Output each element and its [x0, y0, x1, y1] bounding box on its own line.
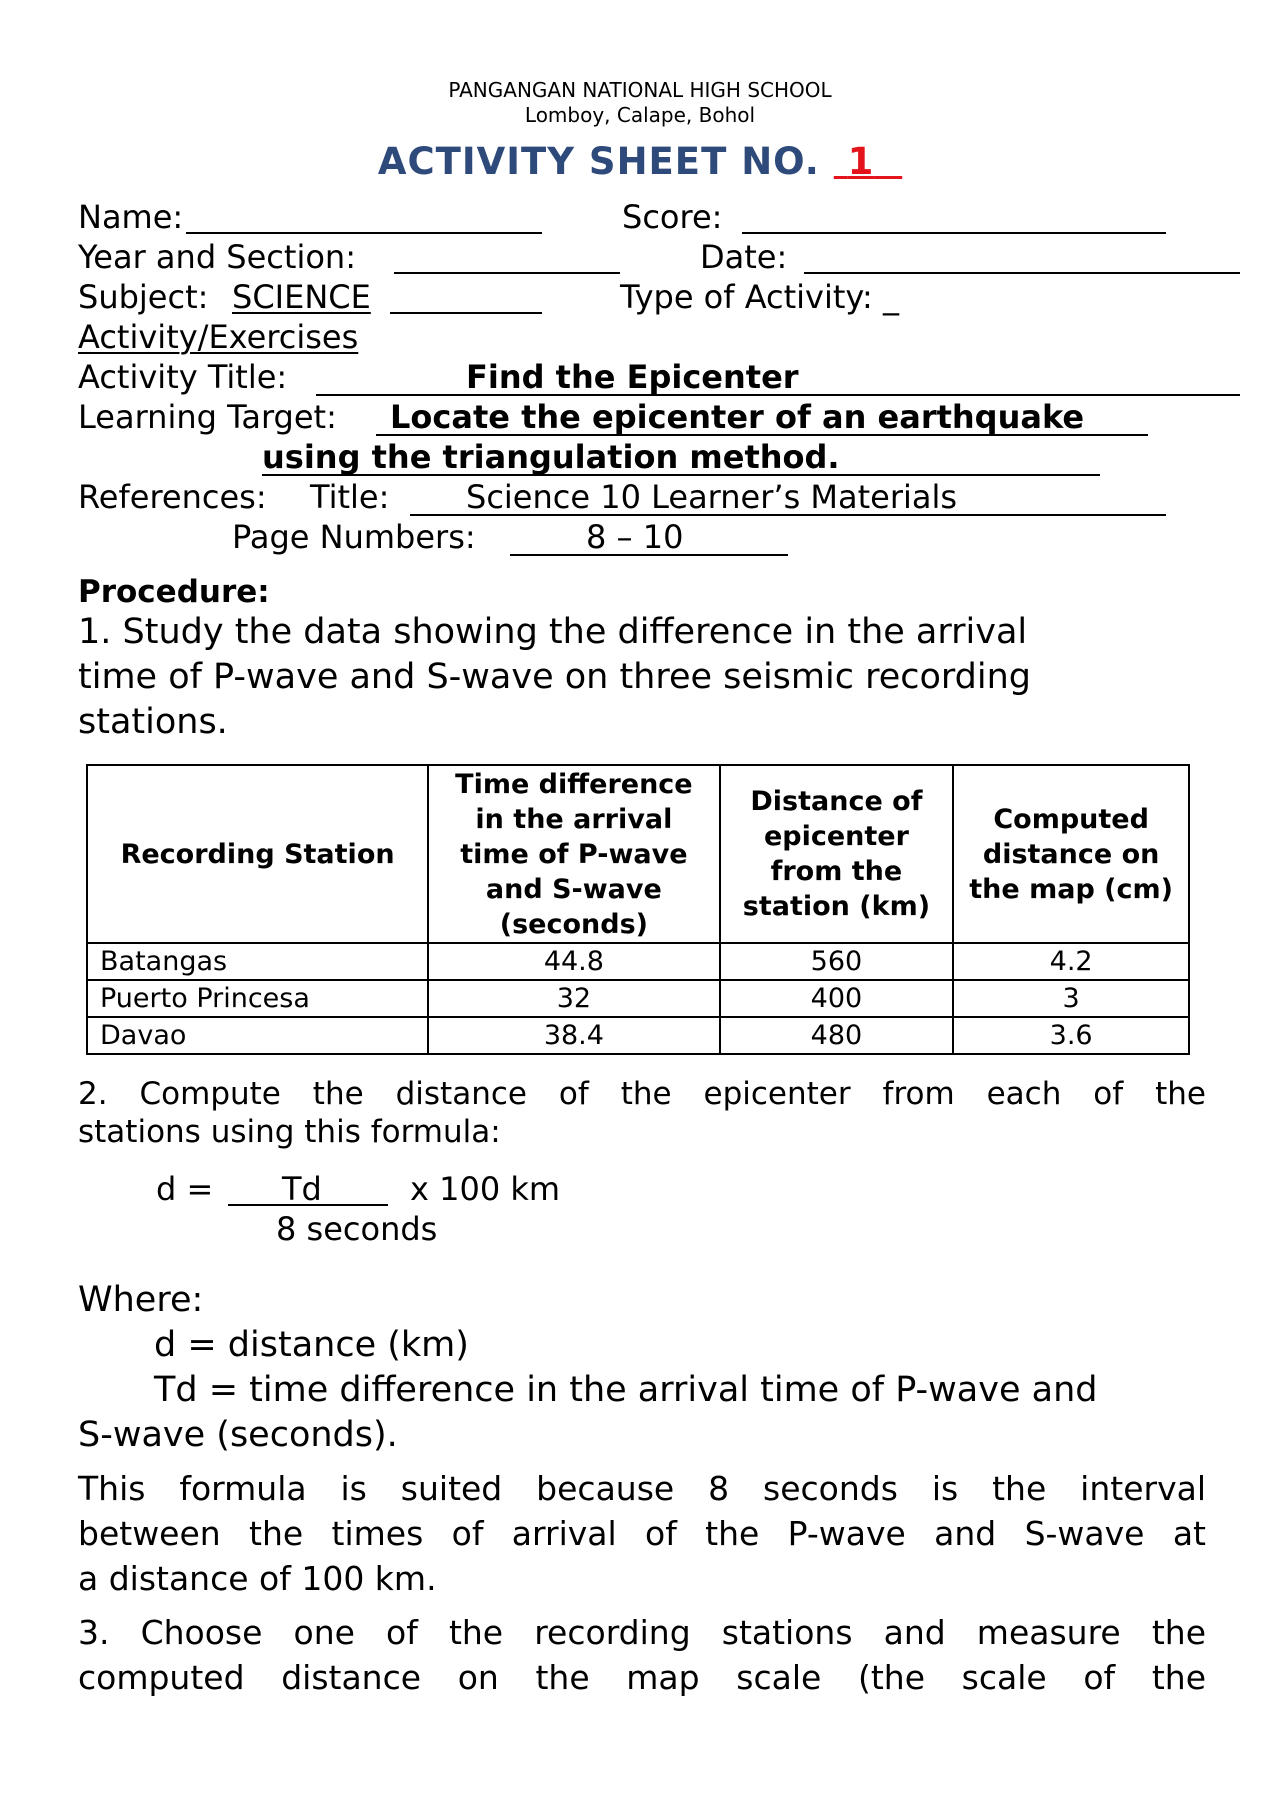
step3-line-2: computed distance on the map scale (the scale of the: [78, 1658, 1206, 1697]
procedure-heading: Procedure:: [78, 574, 270, 610]
activity-title-value: Find the Epicenter: [466, 358, 799, 396]
distance-cell: 480: [720, 1017, 954, 1054]
step3-line-1: 3. Choose one of the recording stations and measure the: [78, 1613, 1206, 1652]
step1-line-1: 1. Study the data showing the difference in the arrival: [78, 612, 1028, 652]
subject-value: SCIENCE: [232, 278, 371, 316]
map-distance-cell: 3: [953, 980, 1189, 1017]
table-row: [87, 1017, 1189, 1054]
where-label: Where:: [78, 1280, 204, 1320]
ref-title-value: Science 10 Learner’s Materials: [466, 478, 958, 516]
step2-line-1: 2. Compute the distance of the epicenter from each of the: [78, 1076, 1206, 1112]
formula-denominator: 8 seconds: [276, 1210, 438, 1248]
year-section-field[interactable]: [394, 272, 620, 274]
score-label: Score:: [622, 198, 723, 236]
table-header-row: [87, 765, 1189, 943]
title-text: ACTIVITY SHEET NO.: [377, 140, 820, 183]
school-name: PANGANGAN NATIONAL HIGH SCHOOL: [448, 78, 832, 102]
school-address: Lomboy, Calape, Bohol: [524, 103, 756, 127]
learning-target-text-1: Locate the epicenter of an earthquake: [390, 398, 1085, 436]
table-row: [87, 943, 1189, 980]
station-cell: Davao: [87, 1017, 428, 1054]
year-section-label: Year and Section:: [78, 238, 356, 276]
title-number: 1: [847, 140, 875, 183]
distance-cell: 560: [720, 943, 954, 980]
name-field[interactable]: [186, 232, 542, 234]
step1-line-2: time of P-wave and S-wave on three seismic recording: [78, 657, 1032, 697]
learning-target-label: Learning Target:: [78, 398, 337, 436]
map-distance-cell: 4.2: [953, 943, 1189, 980]
where-d: d = distance (km): [154, 1325, 469, 1365]
col-header-distance: Distance of epicenter from the station (km): [720, 765, 954, 943]
step2-line-2: stations using this formula:: [78, 1114, 501, 1150]
learning-target-text-2: using the triangulation method.: [262, 438, 840, 476]
date-label: Date:: [700, 238, 788, 276]
name-label: Name:: [78, 198, 184, 236]
page-numbers-label: Page Numbers:: [232, 518, 476, 556]
explain-line-2: between the times of arrival of the P-wave and S-wave at: [78, 1514, 1206, 1553]
formula-d: d =: [156, 1170, 214, 1208]
where-td-line-1: Td = time difference in the arrival time of P-wave and: [154, 1370, 1098, 1410]
activity-title-label: Activity Title:: [78, 358, 288, 396]
distance-cell: 400: [720, 980, 954, 1017]
explain-line-3: a distance of 100 km.: [78, 1559, 437, 1598]
subject-label: Subject:: [78, 278, 209, 316]
station-cell: Batangas: [87, 943, 428, 980]
references-label: References:: [78, 478, 267, 516]
seismic-data-table: [86, 764, 1190, 1055]
type-value: Activity/Exercises: [78, 318, 359, 356]
ref-title-label: Title:: [310, 478, 390, 516]
where-td-line-2: S-wave (seconds).: [78, 1415, 398, 1455]
table-row: [87, 980, 1189, 1017]
station-cell: Puerto Princesa: [87, 980, 428, 1017]
col-header-station: Recording Station: [87, 765, 428, 943]
type-label: Type of Activity: _: [620, 278, 899, 316]
subject-line: [390, 312, 542, 314]
time-cell: 32: [428, 980, 719, 1017]
page-numbers-value: 8 – 10: [586, 518, 684, 556]
time-cell: 44.8: [428, 943, 719, 980]
col-header-map-distance: Computed distance on the map (cm): [953, 765, 1189, 943]
col-header-time-difference: Time difference in the arrival time of P-wave and S-wave (seconds): [428, 765, 719, 943]
explain-line-1: This formula is suited because 8 seconds is the interval: [78, 1469, 1206, 1508]
page-title: [0, 140, 1280, 183]
formula-multiplier: x 100 km: [410, 1170, 561, 1208]
date-field[interactable]: [804, 272, 1240, 274]
score-field[interactable]: [742, 232, 1166, 234]
map-distance-cell: 3.6: [953, 1017, 1189, 1054]
time-cell: 38.4: [428, 1017, 719, 1054]
step1-line-3: stations.: [78, 702, 228, 742]
formula-numerator: Td: [282, 1170, 322, 1208]
